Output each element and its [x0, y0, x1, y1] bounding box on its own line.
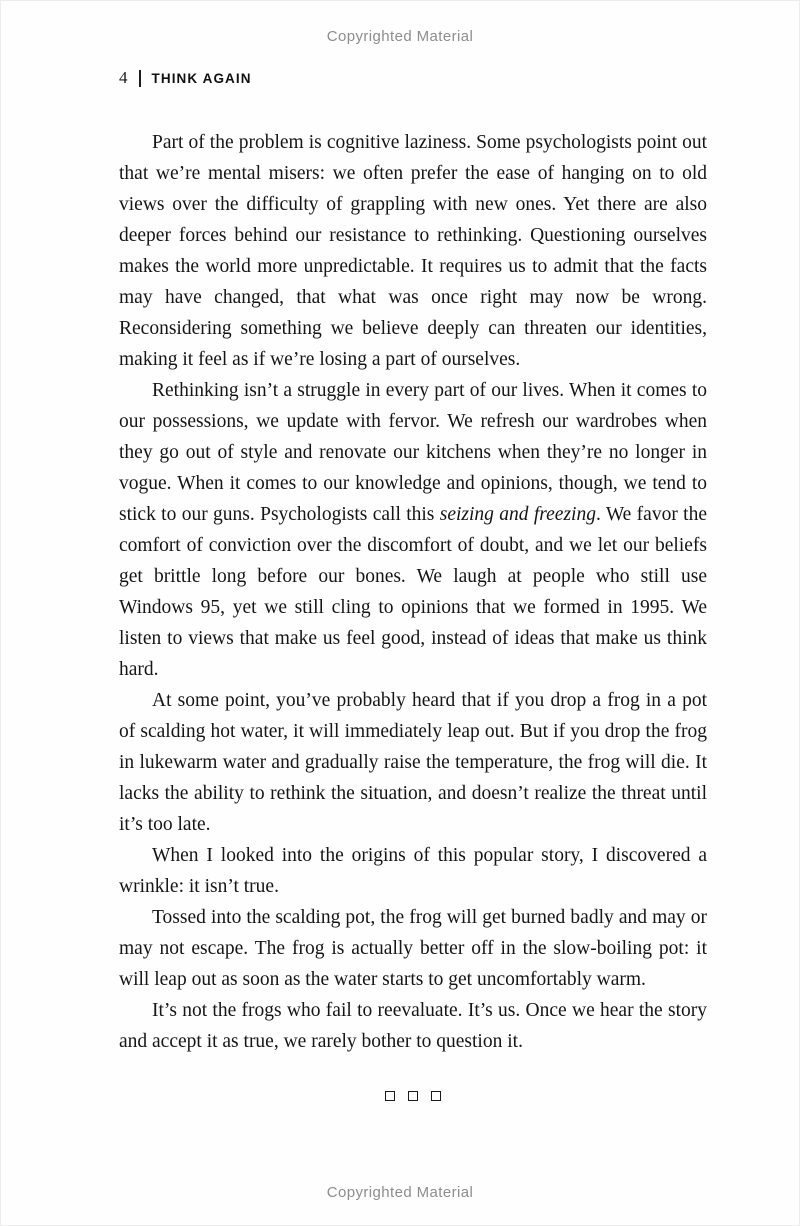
page-body [119, 127, 707, 1101]
copyright-notice-top: Copyrighted Material [326, 28, 474, 45]
section-break-square-icon [385, 1091, 395, 1101]
section-break [119, 1091, 707, 1101]
paragraph-2-text: Rethinking isn’t a struggle in every part of our lives. When it comes to our possessions, we update with fervor. We refresh our wardrobes when they go out of style and renovate our kitchens when they’re no longer in vogue. When it comes to our knowledge and opinions, though, we tend to stick to our guns. Psychologists call this [119, 380, 707, 525]
page-number: 4 [119, 68, 128, 87]
paragraph-6: It’s not the frogs who fail to reevaluate. It’s us. Once we hear the story and accept it as true, we rarely bother to question it. [119, 1000, 707, 1052]
section-break-square-icon [431, 1091, 441, 1101]
copyright-notice-bottom: Copyrighted Material [326, 1184, 474, 1201]
paragraph-1: Part of the problem is cognitive laziness. Some psychologists point out that we’re mental misers: we often prefer the ease of hanging on to old views over the difficulty of grappling with new ones. Yet there are also deeper forces behind our resistance to rethinking. Questioning ourselves makes the world more unpredictable. It requires us to admit that the facts may have changed, that what was once right may now be wrong. Reconsidering something we believe deeply can threaten our identities, making it feel as if we’re losing a part of ourselves. [119, 132, 707, 370]
header-divider [139, 70, 141, 87]
paragraph-2-italic-phrase: seizing and freezing [439, 504, 596, 525]
paragraph-2-text-continued: . We favor the comfort of conviction over the discomfort of doubt, and we let our beliefs get brittle long before our bones. We laugh at people who still use Windows 95, yet we still cling to opinions that we formed in 1995. We listen to views that make us feel good, instead of ideas that make us think hard. [119, 504, 707, 680]
running-head-title: THINK AGAIN [151, 70, 252, 86]
paragraph-3: At some point, you’ve probably heard that if you drop a frog in a pot of scalding hot water, it will immediately leap out. But if you drop the frog in lukewarm water and gradually raise the temperature, the frog will die. It lacks the ability to rethink the situation, and doesn’t realize the threat until it’s too late. [119, 690, 707, 835]
page-header [119, 68, 252, 88]
paragraph-5: Tossed into the scalding pot, the frog will get burned badly and may or may not escape. The frog is actually better off in the slow-boiling pot: it will leap out as soon as the water starts to get uncomfortably warm. [119, 907, 707, 990]
section-break-square-icon [408, 1091, 418, 1101]
paragraph-4: When I looked into the origins of this popular story, I discovered a wrinkle: it isn’t true. [119, 845, 707, 897]
paragraph-2 [119, 375, 707, 685]
